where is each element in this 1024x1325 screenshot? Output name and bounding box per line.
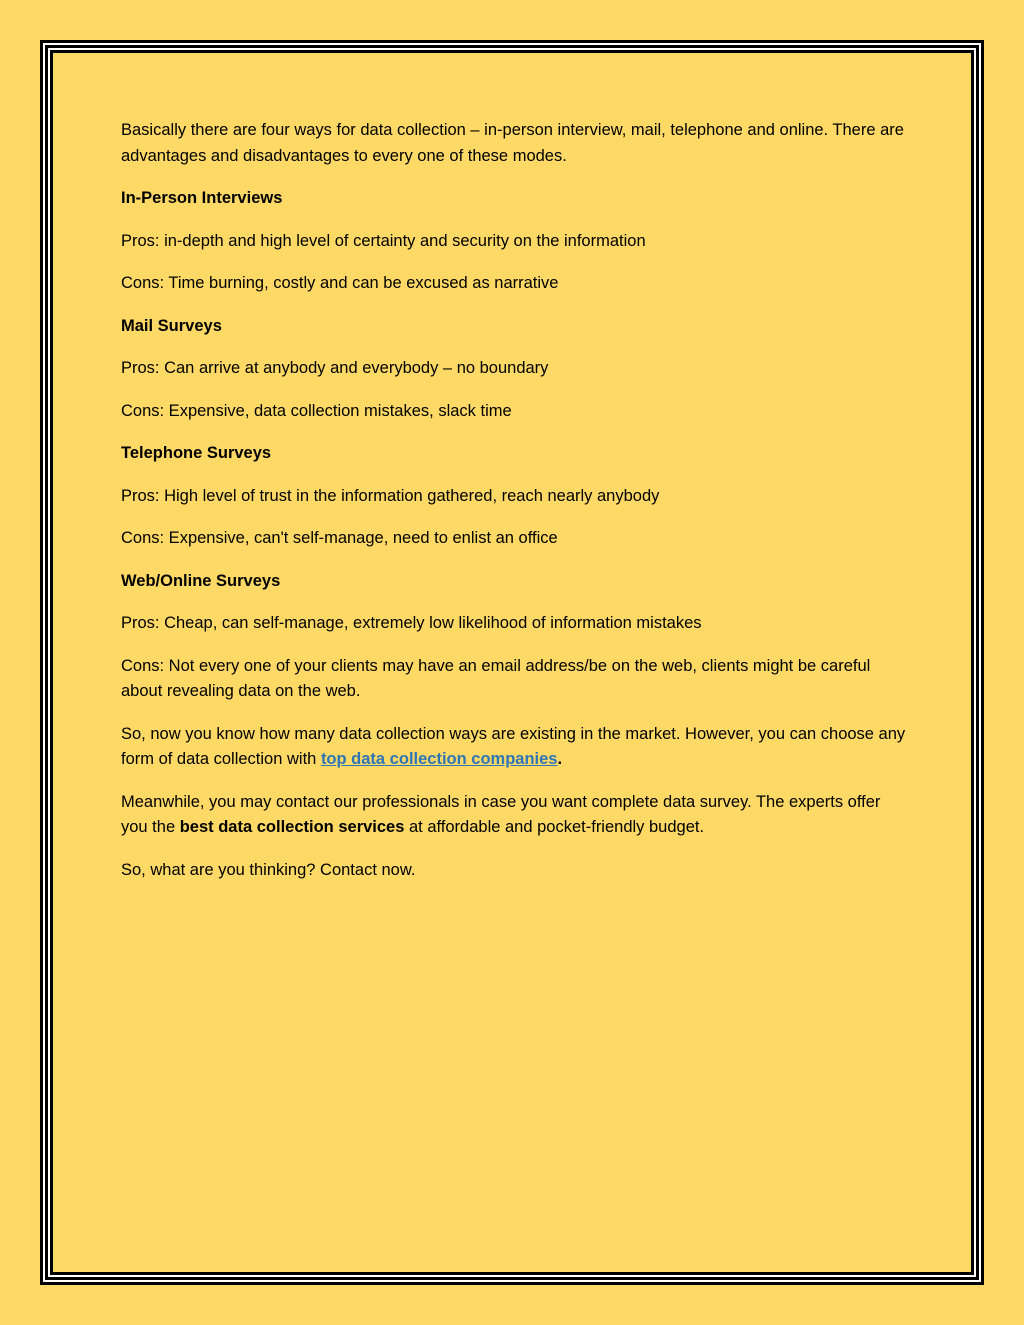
intro-paragraph: Basically there are four ways for data collection – in-person interview, mail, telephone and online. There are advantages and disadvantages to every one of these modes. [121,121,904,165]
closing-paragraph-3: So, what are you thinking? Contact now. [121,860,416,879]
closing-text-before-bold: Meanwhile, you may contact our professionals in case you want complete data survey. The experts offer you the [121,792,881,836]
section-cons-mail: Cons: Expensive, data collection mistakes, slack time [121,401,512,420]
section-heading-in-person: In-Person Interviews [121,189,283,207]
section-pros-mail: Pros: Can arrive at anybody and everybody – no boundary [121,359,549,377]
section-heading-online: Web/Online Surveys [121,571,281,590]
closing-paragraph-1 [121,722,911,773]
section-heading-mail: Mail Surveys [121,316,222,335]
top-data-collection-companies-link[interactable]: top data collection companies [320,750,558,768]
section-cons-online: Cons: Not every one of your clients may have an email address/be on the web, clients might be careful about revealing data on the web. [121,656,871,700]
section-pros-in-person: Pros: in-depth and high level of certainty and security on the information [121,231,646,250]
closing-text-after-link: . [557,750,563,768]
closing-paragraph-2 [121,790,911,841]
section-cons-telephone: Cons: Expensive, can't self-manage, need to enlist an office [121,529,558,547]
closing-text-before-link: So, now you know how many data collection ways are existing in the market. However, you can choose any form of data collection with [121,724,906,768]
document-body [121,118,911,900]
section-pros-telephone: Pros: High level of trust in the information gathered, reach nearly anybody [121,486,660,505]
closing-text-after-bold: at affordable and pocket-friendly budget. [404,818,705,836]
section-heading-telephone: Telephone Surveys [121,444,272,462]
section-cons-in-person: Cons: Time burning, costly and can be excused as narrative [121,274,559,292]
section-pros-online: Pros: Cheap, can self-manage, extremely low likelihood of information mistakes [121,614,702,632]
best-services-bold-text: best data collection services [179,818,405,836]
